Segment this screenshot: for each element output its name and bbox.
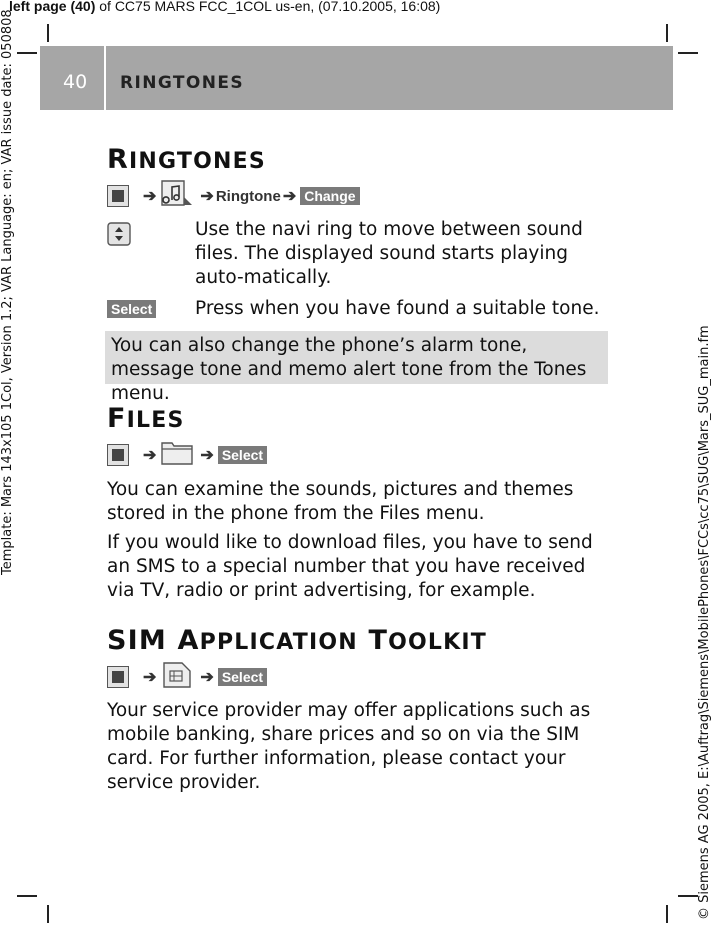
crop-mark [678,52,698,54]
sim-toolkit-paragraph: Your service provider may offer applications such as mobile banking, share prices and so on via the SIM card. For further information, please contact your service provider. [107,700,591,793]
arrow-icon: ➔ [143,447,157,464]
menu-key-icon [107,666,129,688]
chapter-header [106,46,673,110]
change-softkey: Change [300,187,359,205]
sim-menu-path [107,665,267,689]
step-navigate-text: Use the navi ring to move between sound files. The displayed sound starts playing auto-matically. [195,219,583,288]
menu-key-icon [107,444,129,466]
arrow-icon: ➔ [200,669,214,686]
page-number: 40 [63,71,88,93]
files-menu-path [107,443,267,467]
step-select-text: Press when you have found a suitable tone. [195,298,600,319]
print-job-line: left page (40) of CC75 MARS FCC_1COL us-en, (07.10.2005, 16:08) [9,0,441,14]
crop-mark [47,24,49,42]
chapter-title: RINGTONES [120,73,245,93]
crop-mark [47,905,49,923]
tip-note-text: You can also change the phone’s alarm tone, message tone and memo alert tone from the Tones menu. [111,335,587,404]
navi-ring-icon [107,222,131,250]
files-heading: FILES [107,403,185,434]
page-number-box [40,46,104,110]
arrow-icon: ➔ [143,188,157,205]
ringtone-menu-item: Ringtone [215,187,281,205]
crop-mark [666,24,668,42]
select-softkey: Select [218,668,267,686]
music-note-icon [160,179,196,213]
sim-card-icon [160,661,196,693]
select-softkey: Select [218,446,267,464]
copyright-info: © Siemens AG 2005, E:\Auftrag\Siemens\MobilePhones\FCCs\cc75\SUG\Mars_SUG_main.fm [697,325,712,920]
ringtones-heading: RINGTONES [107,144,266,175]
crop-mark [17,52,37,54]
folder-icon [160,439,196,471]
select-softkey-label: Select [107,299,156,318]
menu-key-icon [107,185,129,207]
tip-note-box [105,331,608,404]
files-paragraph-2: If you would like to download files, you have to send an SMS to a special number that you have received via TV, radio or print advertising, for example. [107,532,593,601]
arrow-icon: ➔ [200,447,214,464]
files-paragraph-1: You can examine the sounds, pictures and themes stored in the phone from the Files menu. [107,479,574,524]
crop-mark [666,905,668,923]
crop-mark [678,895,698,897]
arrow-icon: ➔ [143,669,157,686]
arrow-icon: ➔ [200,188,214,205]
ringtones-menu-path [107,184,360,208]
sim-toolkit-heading: SIM APPLICATION TOOLKIT [107,625,487,656]
crop-mark [17,895,37,897]
template-info: Template: Mars 143x105 1Col, Version 1.2; VAR Language: en; VAR issue date: 050808 [0,9,15,575]
arrow-icon: ➔ [282,188,297,205]
